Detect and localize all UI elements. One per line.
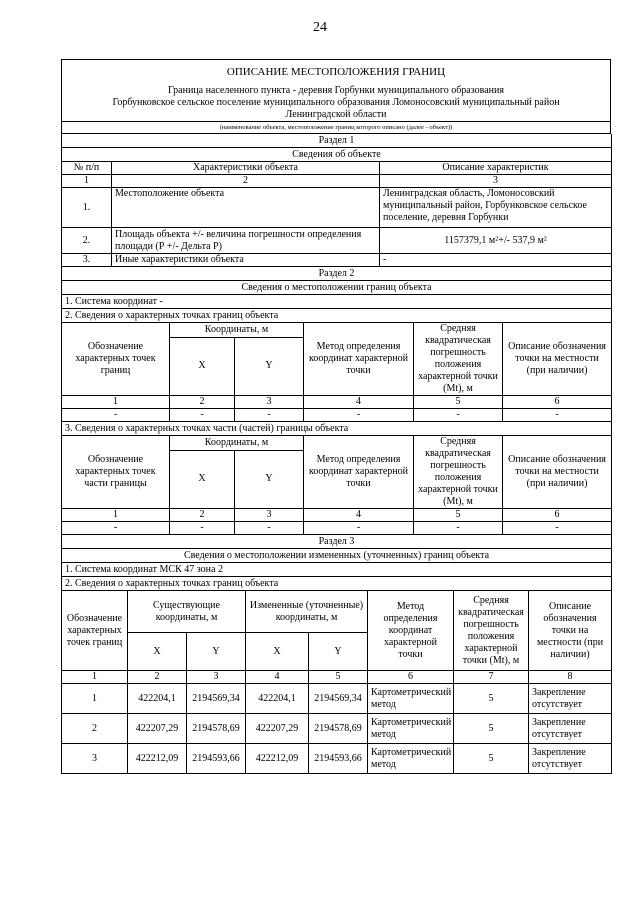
section1-title: Раздел 1 [62,134,612,148]
row-description: Ленинградская область, Ломоносовский муниципальный район, Горбунковское сельское поселение, деревня Горбунки [380,188,612,228]
row-number: 3. [62,254,112,267]
section2-subtitle: Сведения о местоположении границ объекта [62,281,612,295]
dash-cell: - [503,409,612,422]
table-row [62,684,612,714]
row-number: 1. [62,188,112,228]
col-y-header: Y [235,450,304,508]
col-accuracy-header: Средняя квадратическая погрешность положения характерной точки (Mt), м [414,436,503,509]
table-row [62,228,612,254]
row-description: - [380,254,612,267]
section2-points-title: 2. Сведения о характерных точках границ объекта [62,309,612,323]
document-body [61,59,611,774]
existing-y: 2194593,66 [187,744,246,774]
col-method-header: Метод определения координат характерной точки [368,591,454,671]
table-row [62,714,612,744]
section3-points-title: 2. Сведения о характерных точках границ объекта [62,577,612,591]
index-cell: 4 [304,509,414,522]
point-description: Закрепление отсутствует [529,714,612,744]
col-changed-x-header: X [246,633,309,671]
header-line-1: Граница населенного пункта - деревня Горбунки муниципального образования [62,81,611,97]
col-char-header: Характеристики объекта [112,162,380,175]
dash-cell: - [62,522,170,535]
index-cell: 3 [380,175,612,188]
document-title: ОПИСАНИЕ МЕСТОПОЛОЖЕНИЯ ГРАНИЦ [62,60,611,82]
col-designation-part-header: Обозначение характерных точек части границы [62,436,170,509]
existing-x: 422212,09 [128,744,187,774]
index-cell: 3 [235,509,304,522]
col-desc-header: Описание характеристик [380,162,612,175]
header-line-3: Ленинградской области [62,109,611,122]
row-number: 2. [62,228,112,254]
existing-y: 2194578,69 [187,714,246,744]
changed-x: 422207,29 [246,714,309,744]
point-number: 3 [62,744,128,774]
index-cell: 3 [235,396,304,409]
col-existing-y-header: Y [187,633,246,671]
section3-table [61,535,612,774]
page-number: 24 [313,20,327,35]
section3-coord-system: 1. Система координат МСК 47 зона 2 [62,563,612,577]
dash-cell: - [304,522,414,535]
col-coords-header: Координаты, м [170,436,304,451]
table-row [62,188,612,228]
col-x-header: X [170,337,235,395]
col-method-header: Метод определения координат характерной точки [304,323,414,396]
col-description-header: Описание обозначения точки на местности (при наличии) [529,591,612,671]
point-number: 1 [62,684,128,714]
changed-y: 2194569,34 [309,684,368,714]
index-cell: 1 [62,671,128,684]
dash-cell: - [304,409,414,422]
index-cell: 5 [414,396,503,409]
col-y-header: Y [235,337,304,395]
index-cell: 5 [414,509,503,522]
table-row [62,522,612,535]
table-row [62,409,612,422]
col-description-header: Описание обозначения точки на местности (при наличии) [503,436,612,509]
existing-x: 422207,29 [128,714,187,744]
header-note: (наименование объекта, местоположение границ которого описано (далее - объект)) [62,122,611,134]
col-changed-header: Измененные (уточненные) координаты, м [246,591,368,633]
section2-coord-system: 1. Система координат - [62,295,612,309]
dash-cell: - [235,522,304,535]
dash-cell: - [503,522,612,535]
changed-y: 2194593,66 [309,744,368,774]
col-x-header: X [170,450,235,508]
index-cell: 4 [246,671,309,684]
col-existing-header: Существующие координаты, м [128,591,246,633]
col-accuracy-header: Средняя квадратическая погрешность положения характерной точки (Mt), м [454,591,529,671]
table-row [62,744,612,774]
row-characteristic: Площадь объекта +/- величина погрешности определения площади (Р +/- Дельта Р) [112,228,380,254]
dash-cell: - [414,409,503,422]
header-line-2: Горбунковское сельское поселение муниципального образования Ломоносовский муниципальный район [62,97,611,109]
col-description-header: Описание обозначения точки на местности (при наличии) [503,323,612,396]
row-characteristic: Иные характеристики объекта [112,254,380,267]
accuracy: 5 [454,744,529,774]
index-cell: 4 [304,396,414,409]
row-description: 1157379,1 м²+/- 537,9 м² [380,228,612,254]
dash-cell: - [62,409,170,422]
section3-subtitle: Сведения о местоположении измененных (уточненных) границ объекта [62,549,612,563]
col-num-header: № п/п [62,162,112,175]
index-cell: 6 [503,509,612,522]
col-designation-header: Обозначение характерных точек границ [62,323,170,396]
section1-table [61,134,612,267]
index-cell: 2 [112,175,380,188]
col-method-header: Метод определения координат характерной точки [304,436,414,509]
index-cell: 3 [187,671,246,684]
section1-subtitle: Сведения об объекте [62,148,612,162]
changed-x: 422204,1 [246,684,309,714]
index-cell: 6 [368,671,454,684]
section2-parts-title: 3. Сведения о характерных точках части (частей) границы объекта [62,422,612,436]
section3-title: Раздел 3 [62,535,612,549]
header-table [61,59,611,134]
accuracy: 5 [454,714,529,744]
dash-cell: - [235,409,304,422]
changed-x: 422212,09 [246,744,309,774]
accuracy: 5 [454,684,529,714]
section2-title: Раздел 2 [62,267,612,281]
index-cell: 7 [454,671,529,684]
dash-cell: - [170,522,235,535]
existing-y: 2194569,34 [187,684,246,714]
col-changed-y-header: Y [309,633,368,671]
index-cell: 2 [170,509,235,522]
existing-x: 422204,1 [128,684,187,714]
col-designation-header: Обозначение характерных точек границ [62,591,128,671]
index-cell: 1 [62,396,170,409]
changed-y: 2194578,69 [309,714,368,744]
row-characteristic: Местоположение объекта [112,188,380,228]
col-accuracy-header: Средняя квадратическая погрешность положения характерной точки (Mt), м [414,323,503,396]
index-cell: 5 [309,671,368,684]
index-cell: 8 [529,671,612,684]
point-number: 2 [62,714,128,744]
index-cell: 6 [503,396,612,409]
index-cell: 1 [62,509,170,522]
col-coords-header: Координаты, м [170,323,304,338]
dash-cell: - [170,409,235,422]
dash-cell: - [414,522,503,535]
index-cell: 2 [128,671,187,684]
section2-table [61,267,612,535]
point-description: Закрепление отсутствует [529,684,612,714]
col-existing-x-header: X [128,633,187,671]
method: Картометрический метод [368,684,454,714]
index-cell: 1 [62,175,112,188]
point-description: Закрепление отсутствует [529,744,612,774]
table-row [62,254,612,267]
method: Картометрический метод [368,744,454,774]
method: Картометрический метод [368,714,454,744]
index-cell: 2 [170,396,235,409]
